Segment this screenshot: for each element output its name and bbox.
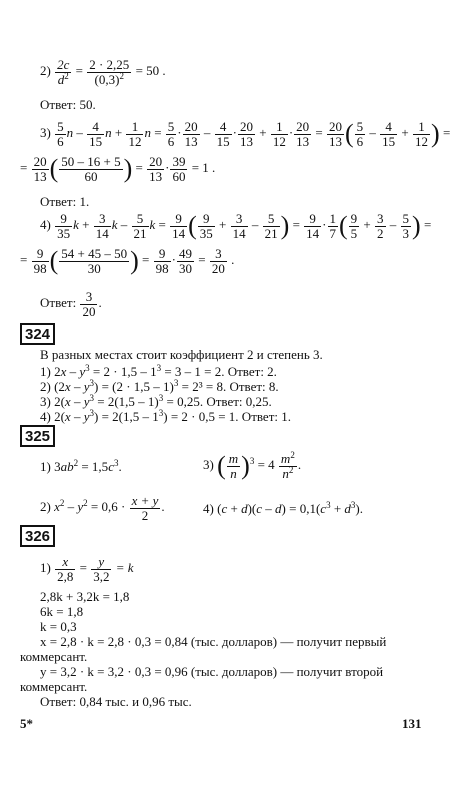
formula-part: 3 [156, 363, 162, 373]
formula-part: 3 [158, 393, 164, 403]
task-number-badge: 326 [20, 525, 55, 547]
part-label: 1) 3 [40, 459, 61, 474]
task325-eq3: 3) ( $\frac{m}{n}$ )$^3$ = 4 $\frac{m^2}{n^2}$ . [203, 450, 302, 481]
footer-signature: 5* [20, 716, 33, 731]
expr: = 0,6 · [90, 499, 126, 515]
denominator: 3,2 [93, 568, 110, 584]
task323-part2: 2) $\frac{2c}{d^2}$ = $\frac{2 \cdot 2,25}{(0,3)^2}$ = 50 . [40, 57, 166, 87]
task-number-badge: 324 [20, 323, 55, 345]
page-number: 131 [402, 716, 422, 731]
formula-part: = 3 – 1 = 2. Ответ: 2. [161, 364, 277, 379]
formula-part: 3 [173, 378, 179, 388]
formula-part: = 2(1,5 – 1) [93, 394, 159, 409]
task-intro: В разных местах стоит коэффициент 2 и степень 3. [40, 347, 323, 362]
expr: = 4 [257, 457, 275, 473]
formula-part: y [79, 364, 86, 379]
formula-part: 3 [89, 378, 94, 388]
exponent: 2 [119, 70, 124, 81]
task323-part4-cont: = $\frac{9}{98}$ ( $\frac{54 + 45 - 50}{30}$ ) = $\frac{9}{98}$ · $\frac{49}{30}$ = $\frac{3}{20}$ . [20, 246, 235, 276]
solution-line: x = 2,8 · k = 2,8 · 0,3 = 0,84 (тыс. долларов) — получит первый [40, 634, 387, 649]
expr: = 1,5 [81, 459, 109, 474]
expr: = 0,1( [289, 501, 321, 516]
formula-part: ) = (2 · 1,5 – 1) [93, 379, 174, 394]
solution-line: коммерсант. [20, 649, 88, 664]
numerator: 2c [57, 57, 70, 72]
solution-line: y = 3,2 · k = 3,2 · 0,3 = 0,96 (тыс. долларов) — получит второй [40, 664, 384, 679]
numerator: y [91, 555, 111, 570]
part-label: 2) [40, 499, 51, 515]
formula-part: – [70, 379, 84, 394]
answer-line: Ответ: 0,84 тыс. и 0,96 тыс. [40, 694, 192, 709]
solution-line: 6k = 1,8 [40, 604, 84, 619]
denominator: 2 [141, 507, 149, 523]
formula-part: 3) 2( [40, 394, 65, 409]
formula-part: 3 [85, 363, 90, 373]
formula-part: 2) (2 [40, 379, 65, 394]
task-number-badge: 325 [20, 425, 55, 447]
numerator: 3 [80, 290, 97, 305]
formula-part: = 2 · 1,5 – 1 [89, 364, 157, 379]
task325-eq1: 1) $3ab^2 = 1,5c^3$. [40, 458, 122, 474]
answer-line: Ответ: 1. [40, 194, 90, 209]
part-label: 3) [40, 125, 51, 141]
formula-part: – [70, 409, 84, 424]
answer-line: Ответ: $\frac{3}{20}$ . [40, 289, 102, 319]
formula-part: ) = 2 · 0,5 = 1. Ответ: 1. [163, 409, 291, 424]
formula-part: = 2³ = 8. Ответ: 8. [178, 379, 279, 394]
fraction [55, 58, 71, 86]
expr: = k [115, 560, 134, 576]
formula-part: 4) 2( [40, 409, 65, 424]
part-label: 3) [203, 457, 214, 473]
formula-part: 3 [89, 408, 94, 418]
formula-part: x [64, 394, 71, 409]
formula-part: – [70, 394, 84, 409]
part-label: 1) [40, 560, 51, 576]
solution-line: k = 0,3 [40, 619, 77, 634]
task325-eq2: 2) $x^2 - y^2 = 0,6$ · $\frac{x + y}{2}$ . [40, 493, 165, 523]
task323-part3-cont: = $\frac{20}{13}$ ( $\frac{50 - 16 + 5}{60}$ ) = $\frac{20}{13}$ · $\frac{39}{60}$ = 1 . [20, 154, 216, 184]
fraction [87, 58, 131, 86]
formula-part: ) = 2(1,5 – 1 [93, 409, 159, 424]
part-label: 4) [203, 501, 214, 516]
result: = 50 . [135, 63, 166, 79]
denominator: d [57, 71, 65, 87]
denominator: (0,3) [94, 71, 120, 87]
formula-part: 3 [158, 408, 164, 418]
formula-part: y [83, 409, 90, 424]
denominator: 2,8 [57, 568, 74, 584]
formula-part: 3 [89, 393, 94, 403]
formula-part: = 0,25. Ответ: 0,25. [163, 394, 272, 409]
task326-eq: 1) $\frac{x}{2,8}$ = $\frac{y}{3,2}$ = k [40, 554, 134, 584]
answer-line: Ответ: 50. [40, 97, 96, 112]
formula-part: – [66, 364, 80, 379]
exponent: 2 [64, 70, 69, 81]
task324-item [40, 365, 277, 378]
task324-item [40, 410, 291, 423]
task324-item [40, 380, 279, 393]
denominator: 20 [82, 303, 96, 319]
formula-part: x [64, 409, 71, 424]
formula-part: x [64, 379, 71, 394]
formula-part: 1) 2 [40, 364, 61, 379]
numerator: x + y [131, 493, 159, 508]
formula-part: x [60, 364, 67, 379]
formula-part: y [83, 379, 90, 394]
numerator: 2 · 2,25 [89, 57, 130, 72]
formula-part: y [83, 394, 90, 409]
part-label: 2) [40, 63, 51, 79]
solution-line: коммерсант. [20, 679, 88, 694]
part-label: 4) [40, 217, 51, 233]
numerator: x [55, 555, 75, 570]
task324-item [40, 395, 272, 408]
task325-eq4: 4) $(c + d)(c - d) = 0,1(c^3 + d^3)$. [203, 500, 363, 516]
task323-part4: 4) $\frac{9}{35}$ k + $\frac{3}{14}$ k – $\frac{5}{21}$ k = $\frac{9}{14}$ ( $\frac{9}{35}$ + $\frac{3}{14}$ – $\frac{5}{21}$ ) = $\frac{9}{14}$ · $\frac{1}{7}$ ( $\frac{9}{5}$ + $\frac{3}{2}$ – $\frac{5}{3}$ ) = [40, 211, 432, 241]
task323-part3: 3) $\frac{5}{6}$ n – $\frac{4}{15}$ n + $\frac{1}{12}$ n = $\frac{5}{6}$ · $\frac{20}{13}$ – $\frac{4}{15}$ · $\frac{20}{13}$ + $\frac{1}{12}$ · $\frac{20}{13}$ = $\frac{20}{13}$ ( $\frac{5}{6}$ – $\frac{4}{15}$ + $\frac{1}{12}$ ) = [40, 119, 451, 149]
solution-line: 2,8k + 3,2k = 1,8 [40, 589, 130, 604]
answer-label: Ответ: [40, 295, 77, 311]
